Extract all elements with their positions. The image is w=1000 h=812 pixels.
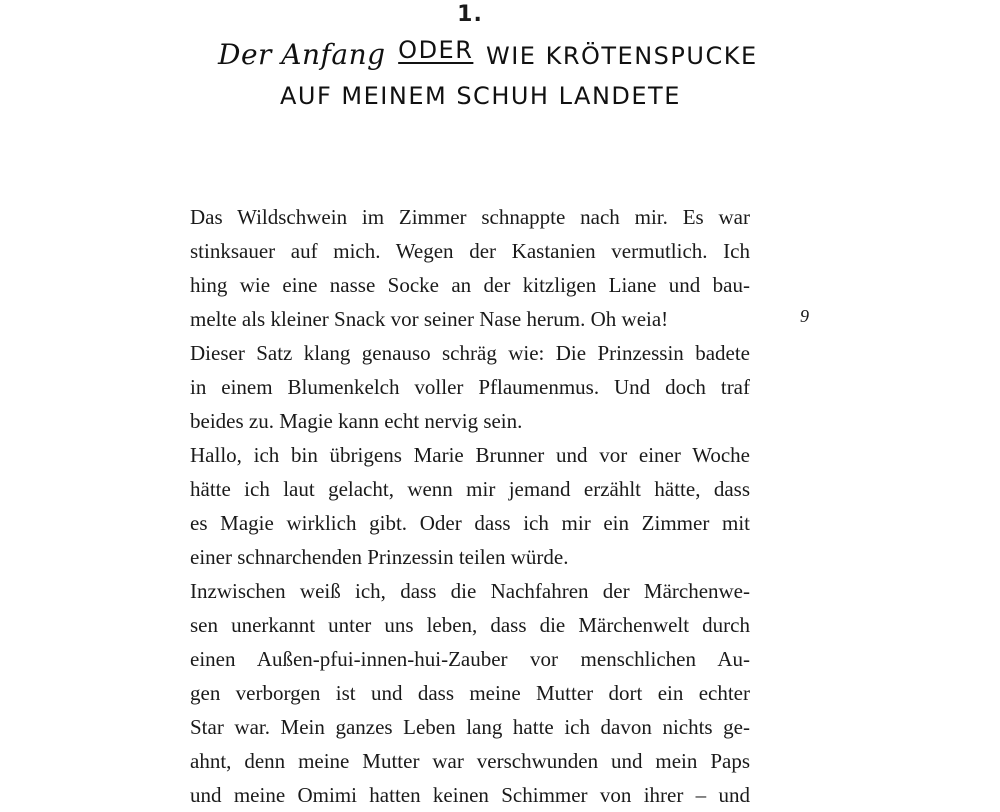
- body-line: Das Wildschwein im Zimmer schnappte nach mir. Es war: [190, 205, 750, 229]
- body-line: sen unerkannt unter uns leben, dass die Märchenwelt durch: [190, 613, 750, 637]
- body-line: Hallo, ich bin übrigens Marie Brunner und vor einer Woche: [190, 443, 750, 467]
- body-line: Dieser Satz klang genauso schräg wie: Die Prinzessin badete: [190, 341, 750, 365]
- body-line: einen Außen-pfui-innen-hui-Zauber vor menschlichen Au-: [190, 647, 750, 671]
- page-number: 9: [800, 306, 809, 326]
- body-line: melte als kleiner Snack vor seiner Nase herum. Oh weia!: [190, 307, 669, 331]
- body-line: beides zu. Magie kann echt nervig sein.: [190, 409, 523, 433]
- chapter-title: [210, 30, 758, 116]
- body-line: hing wie eine nasse Socke an der kitzligen Liane und bau-: [190, 273, 750, 297]
- chapter-title-connector: ODER: [398, 36, 474, 64]
- body-text: [190, 200, 750, 812]
- body-line: und meine Omimi hatten keinen Schimmer von ihrer – und: [190, 783, 750, 807]
- body-line: stinksauer auf mich. Wegen der Kastanien vermutlich. Ich: [190, 239, 750, 263]
- body-line: in einem Blumenkelch voller Pflaumenmus. Und doch traf: [190, 375, 750, 399]
- body-line: Star war. Mein ganzes Leben lang hatte ich davon nichts ge-: [190, 715, 750, 739]
- body-line: ahnt, denn meine Mutter war verschwunden und mein Paps: [190, 749, 750, 773]
- body-line: es Magie wirklich gibt. Oder dass ich mir ein Zimmer mit: [190, 511, 750, 535]
- body-line: einer schnarchenden Prinzessin teilen würde.: [190, 545, 569, 569]
- body-line: Inzwischen weiß ich, dass die Nachfahren der Märchenwe-: [190, 579, 750, 603]
- chapter-title-line-1: [210, 30, 758, 76]
- chapter-title-line-2: AUF MEINEM SCHUH LANDETE: [280, 82, 681, 110]
- body-line: gen verborgen ist und dass meine Mutter dort ein echter: [190, 681, 750, 705]
- chapter-number: 1.: [457, 2, 483, 27]
- chapter-title-part-1: Der Anfang: [218, 38, 386, 71]
- body-line: hätte ich laut gelacht, wenn mir jemand erzählt hätte, dass: [190, 477, 750, 501]
- chapter-title-part-2: WIE KRÖTENSPUCKE: [485, 42, 758, 70]
